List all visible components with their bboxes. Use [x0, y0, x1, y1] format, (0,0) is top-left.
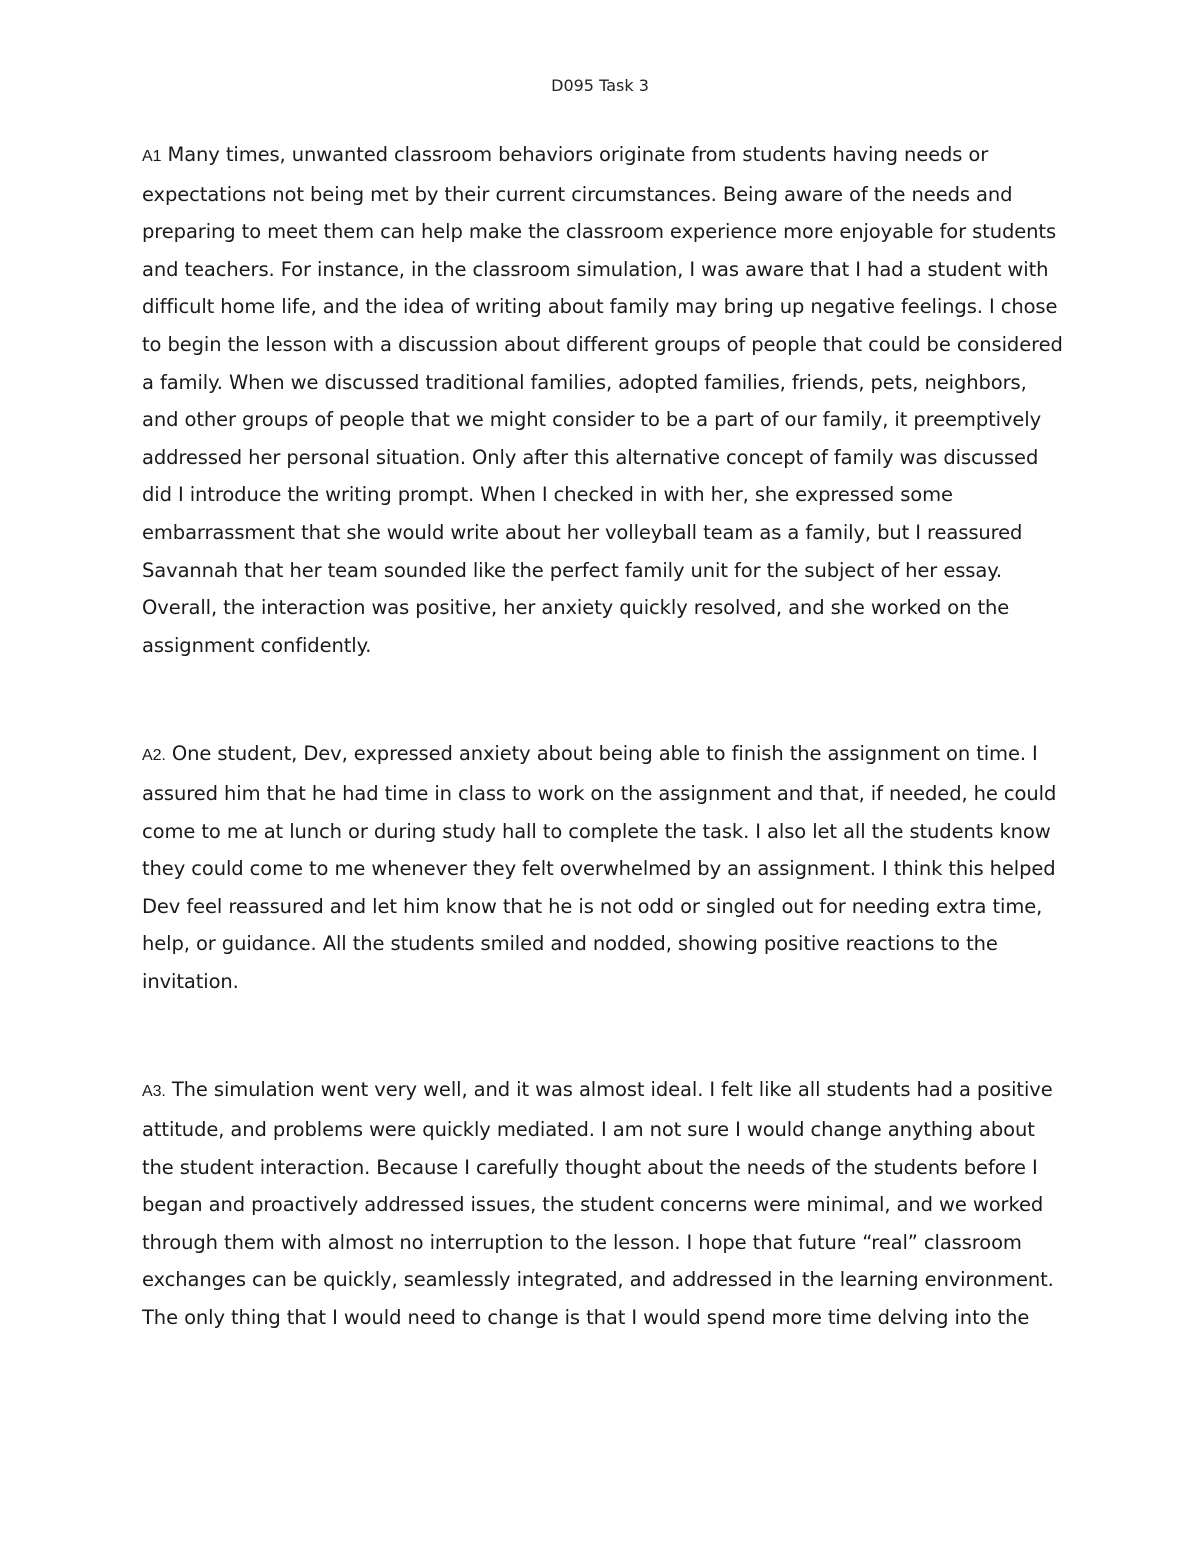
section-a2-text: One student, Dev, expressed anxiety about being able to finish the assignment on time. I assured him that he had time in class to work on the assignment and that, if needed, he could come to me at lunch or during study hall to complete the task. I also let all the students know they could come to me whenever they felt overwhelmed by an assignment. I think this helped Dev feel reassured and let him know that he is not odd or singled out for needing extra time, help, or guidance. All the students smiled and nodded, showing positive reactions to the invitation. [142, 742, 1057, 993]
section-a1-text: Many times, unwanted classroom behaviors originate from students having needs or expectations not being met by their current circumstances. Being aware of the needs and preparing to meet them can help make the classroom experience more enjoyable for students and teachers. For instance, in the classroom simulation, I was aware that I had a student with difficult home life, and the idea of writing about family may bring up negative feelings. I chose to begin the lesson with a discussion about different groups of people that could be considered a family. When we discussed traditional families, adopted families, friends, pets, neighbors, and other groups of people that we might consider to be a part of our family, it preemptively addressed her personal situation. Only after this alternative concept of family was discussed did I introduce the writing prompt. When I checked in with her, she expressed some embarrassment that she would write about her volleyball team as a family, but I reassured Savannah that her team sounded like the perfect family unit for the subject of her essay. Overall, the interaction was positive, her anxiety quickly resolved, and she worked on the assignment confidently. [142, 143, 1063, 657]
section-a3-label: A3. [142, 1083, 166, 1101]
section-a1-paragraph [142, 136, 1067, 664]
section-a2-paragraph [142, 735, 1067, 1000]
section-a1-label: A1 [142, 148, 162, 165]
section-a3-paragraph [142, 1071, 1067, 1336]
document-body [142, 136, 1067, 1337]
section-a3-text: The simulation went very well, and it was almost ideal. I felt like all students had a positive attitude, and problems were quickly mediated. I am not sure I would change anything about the student interaction. Because I carefully thought about the needs of the students before I began and proactively addressed issues, the student concerns were minimal, and we worked through them with almost no interruption to the lesson. I hope that future “real” classroom exchanges can be quickly, seamlessly integrated, and addressed in the learning environment. The only thing that I would need to change is that I would spend more time delving into the [142, 1078, 1054, 1330]
section-a2-label: A2. [142, 747, 166, 765]
page-header-title: D095 Task 3 [551, 76, 649, 95]
